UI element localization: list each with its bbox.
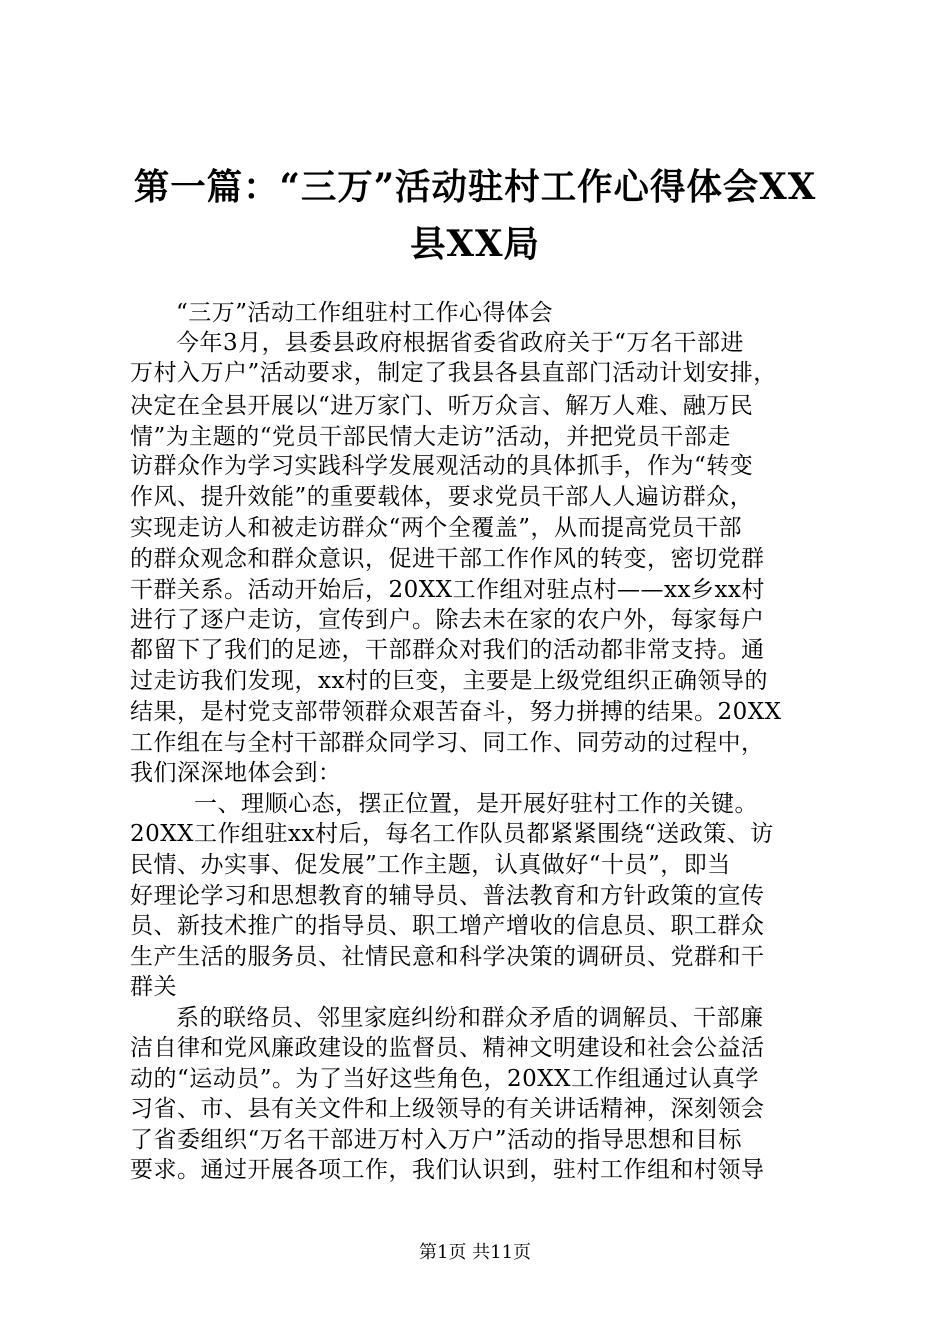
document-title-line-2: 县XX局 (410, 223, 540, 265)
body-line: 进行了逐户走访，宣传到户。除去未在家的农户外，每家每户 (130, 607, 765, 633)
body-line: 员、新技术推广的指导员、职工增产增收的信息员、职工群众 (130, 913, 765, 939)
body-line: 结果，是村党支部带领群众艰苦奋斗，努力拼搏的结果。20XX (130, 699, 782, 725)
body-line: 洁自律和党风廉政建设的监督员、精神文明建设和社会公益活 (130, 1035, 765, 1061)
body-line: 实现走访人和被走访群众“两个全覆盖”，从而提高党员干部 (130, 515, 743, 541)
body-line: 生产生活的服务员、社情民意和科学决策的调研员、党群和干 (130, 944, 765, 970)
body-line: 干群关系。活动开始后，20XX工作组对驻点村——xx乡xx村 (130, 577, 765, 603)
body-line: 系的联络员、邻里家庭纠纷和群众矛盾的调解员、干部廉 (176, 1005, 764, 1031)
body-line: 决定在全县开展以“进万家门、听万众言、解万人难、融万民 (130, 393, 754, 419)
body-line: 民情、办实事、促发展”工作主题，认真做好“十员”，即当 (130, 852, 731, 878)
body-line: 作风、提升效能”的重要载体，要求党员干部人人遍访群众， (130, 484, 754, 510)
body-line: 了省委组织“万名干部进万村入万户”活动的指导思想和目标 (130, 1127, 743, 1153)
body-line: 万村入万户”活动要求，制定了我县各县直部门活动计划安排， (130, 360, 777, 386)
body-line: 工作组在与全村干部群众同学习、同工作、同劳动的过程中， (130, 730, 765, 756)
body-line: 都留下了我们的足迹，干部群众对我们的活动都非常支持。通 (130, 637, 765, 663)
body-line: 访群众作为学习实践科学发展观活动的具体抓手，作为“转变 (130, 453, 754, 479)
body-line: 我们深深地体会到： (130, 760, 342, 786)
body-line: 群关 (130, 974, 177, 1000)
body-line: “三万”活动工作组驻村工作心得体会 (176, 300, 554, 326)
body-line: 今年3月，县委县政府根据省委省政府关于“万名干部进 (176, 330, 744, 356)
body-line: 一、理顺心态，摆正位置，是开展好驻村工作的关键。 (194, 791, 758, 817)
page-number-footer: 第1页 共11页 (418, 1242, 532, 1263)
body-line: 好理论学习和思想教育的辅导员、普法教育和方针政策的宣传 (130, 883, 765, 909)
body-line: 的群众观念和群众意识，促进干部工作作风的转变，密切党群 (130, 546, 765, 572)
body-line: 20XX工作组驻xx村后，每名工作队员都紧紧围绕“送政策、访 (130, 821, 774, 847)
document-title-line-1: 第一篇：“三万”活动驻村工作心得体会XX (133, 166, 817, 208)
body-line: 过走访我们发现，xx村的巨变，主要是上级党组织正确领导的 (130, 668, 768, 694)
body-line: 习省、市、县有关文件和上级领导的有关讲话精神，深刻领会 (130, 1096, 765, 1122)
body-line: 情”为主题的“党员干部民情大走访”活动，并把党员干部走 (130, 424, 731, 450)
body-line: 要求。通过开展各项工作，我们认识到，驻村工作组和村领导 (130, 1157, 765, 1183)
body-line: 动的“运动员”。为了当好这些角色，20XX工作组通过认真学 (130, 1066, 760, 1092)
